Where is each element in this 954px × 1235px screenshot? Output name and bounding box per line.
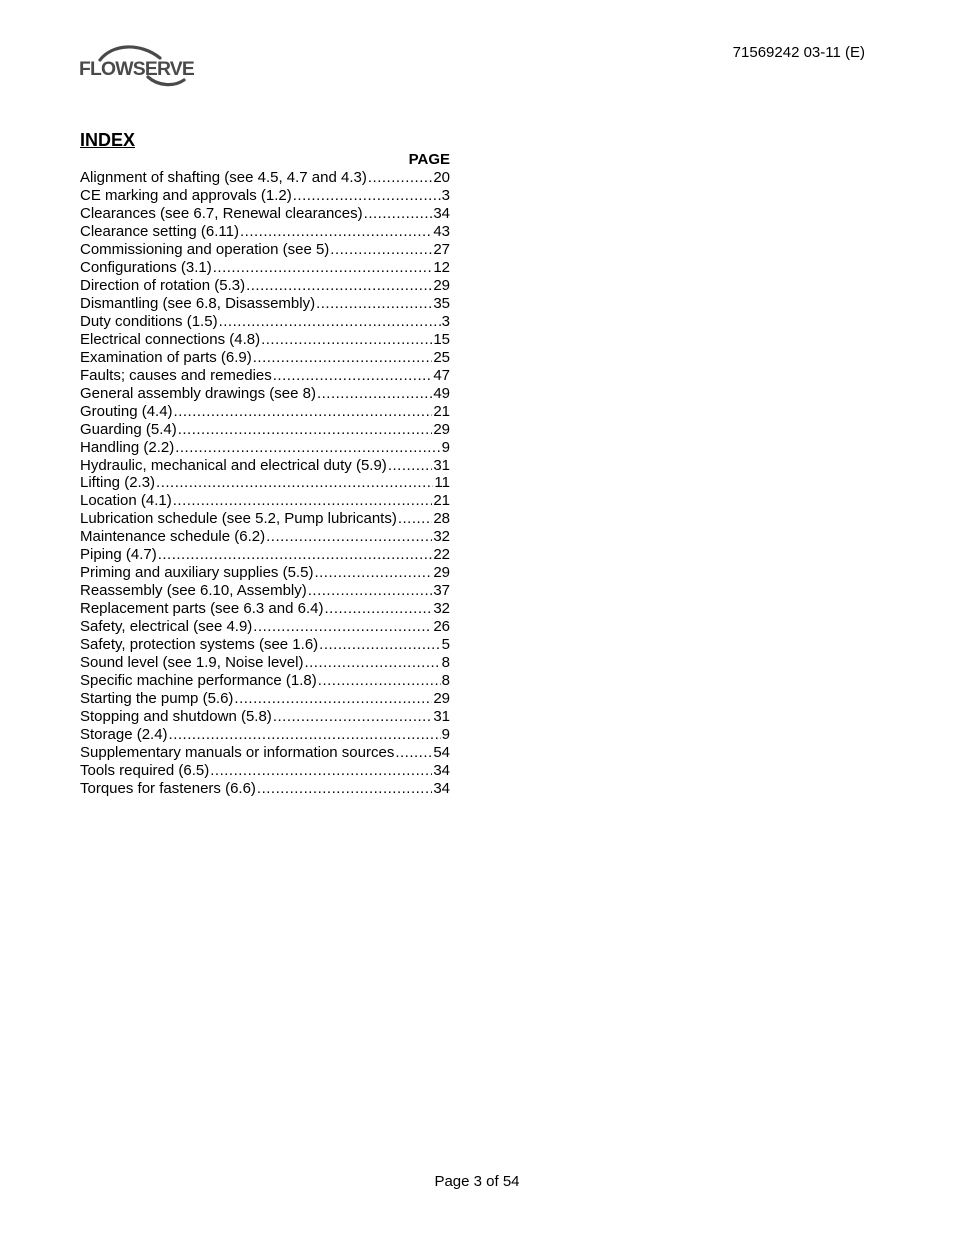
dot-leader [240,223,432,241]
index-entry [80,618,450,636]
dot-leader [210,762,432,780]
index-entry-label: Clearance setting (6.11) [80,222,239,240]
index-entry-page: 34 [433,761,450,779]
index-entry-page: 27 [433,240,450,258]
index-entry-label: Specific machine performance (1.8) [80,672,317,690]
page-footer: Page 3 of 54 [434,1173,520,1190]
index-entry [80,259,450,277]
index-entry-label: Maintenance schedule (6.2) [80,528,266,546]
dot-leader [178,421,433,439]
dot-leader [175,439,440,457]
index-entry-page: 28 [433,510,450,528]
index-entry-label: Configurations (3.1) [80,258,212,276]
index-entry-page: 21 [433,402,450,420]
index-entry [80,457,450,475]
dot-leader [319,636,441,654]
index-entry-page: 47 [433,366,450,384]
index-entry-label: Reassembly (see 6.10, Assembly) [80,582,307,600]
index-entry [80,205,450,223]
index-entry [80,403,450,421]
dot-leader [213,259,433,277]
index-entry [80,313,450,331]
index-entry-label: Duty conditions (1.5) [80,312,218,330]
index-entry [80,744,450,762]
index-entry-label: Handling (2.2) [80,438,175,456]
index-entry [80,474,450,492]
index-entry-label: Location (4.1) [80,492,172,510]
dot-leader [368,169,432,187]
dot-leader [317,385,432,403]
dot-leader [158,546,433,564]
index-entry-label: Lifting (2.3) [80,474,156,492]
dot-leader [273,367,433,385]
index-entry-label: Alignment of shafting (see 4.5, 4.7 and 4.3) [80,169,367,186]
index-entry-label: Dismantling (see 6.8, Disassembly) [80,294,316,312]
index-entry-label: Hydraulic, mechanical and electrical duty (5.9) [80,456,387,474]
index-entry-label: Faults; causes and remedies [80,366,272,384]
dot-leader [314,564,432,582]
index-entry-page: 31 [433,456,450,474]
dot-leader [173,492,433,510]
index-entry [80,654,450,672]
index-entry-label: Commissioning and operation (see 5) [80,240,330,258]
index-entry [80,690,450,708]
index-entry-page: 34 [433,204,450,222]
dot-leader [364,205,433,223]
index-entry-page: 3 [441,186,450,204]
index-entry [80,672,450,690]
index-list [80,169,450,798]
index-entry-page: 34 [433,779,450,797]
index-entry-page: 26 [433,618,450,636]
index-title: INDEX [80,130,136,150]
index-entry-page: 8 [441,654,450,672]
index-entry-label: Supplementary manuals or information sources [80,744,395,761]
dot-leader [293,187,441,205]
index-entry [80,277,450,295]
index-entry-label: Guarding (5.4) [80,420,177,438]
index-entry [80,582,450,600]
index-entry-page: 29 [433,276,450,294]
dot-leader [388,457,433,475]
index-entry-page: 22 [433,546,450,564]
index-entry-label: Torques for fasteners (6.6) [80,779,256,797]
index-entry-page: 32 [433,600,450,618]
index-entry [80,223,450,241]
index-entry-page: 21 [433,492,450,510]
dot-leader [330,241,432,259]
index-entry [80,367,450,385]
index-entry-page: 12 [433,258,450,276]
dot-leader [304,654,440,672]
index-entry-page: 37 [433,582,450,600]
dot-leader [308,582,433,600]
index-entry-page: 29 [433,690,450,708]
index-entry-page: 29 [433,564,450,582]
index-entry-page: 25 [433,348,450,366]
index-entry [80,708,450,726]
index-entry [80,600,450,618]
index-entry [80,385,450,403]
index-entry-page: 3 [441,312,450,330]
dot-leader [156,474,433,492]
index-entry-page: 15 [433,330,450,348]
flowserve-logo-mark [78,44,198,88]
dot-leader [273,708,433,726]
index-entry-label: Examination of parts (6.9) [80,348,252,366]
index-entry [80,636,450,654]
index-entry-label: Priming and auxiliary supplies (5.5) [80,564,314,582]
dot-leader [253,618,432,636]
dot-leader [174,403,433,421]
dot-leader [219,313,441,331]
dot-leader [324,600,432,618]
index-entry-label: Storage (2.4) [80,726,168,744]
index-entry [80,169,450,187]
index-entry [80,331,450,349]
index-entry [80,439,450,457]
index-entry-page: 31 [433,708,450,726]
index-entry [80,546,450,564]
index-entry-page: 35 [433,294,450,312]
index-entry-label: Piping (4.7) [80,546,157,564]
index-entry-page: 9 [441,726,450,744]
index-entry-page: 8 [441,672,450,690]
dot-leader [266,528,432,546]
index-entry-label: Starting the pump (5.6) [80,690,234,708]
index-entry-label: Direction of rotation (5.3) [80,276,246,294]
index-entry-label: Electrical connections (4.8) [80,330,261,348]
index-entry-label: Sound level (see 1.9, Noise level) [80,654,304,672]
index-entry-label: Grouting (4.4) [80,402,173,420]
index-entry [80,726,450,744]
index-entry [80,241,450,259]
dot-leader [253,349,433,367]
index-entry-page: 32 [433,528,450,546]
dot-leader [318,672,441,690]
index-entry-label: Tools required (6.5) [80,761,210,779]
index-entry [80,564,450,582]
index-entry [80,295,450,313]
index-entry-label: Clearances (see 6.7, Renewal clearances) [80,204,363,222]
index-entry [80,187,450,205]
index-entry [80,349,450,367]
index-entry [80,762,450,780]
index-entry [80,421,450,439]
dot-leader [261,331,432,349]
index-entry-label: Lubrication schedule (see 5.2, Pump lubricants) [80,510,397,528]
index-entry-page: 20 [433,169,450,186]
index-entry [80,780,450,798]
index-entry-label: Safety, electrical (see 4.9) [80,618,253,636]
svg-text:FLOWSERVE: FLOWSERVE [79,58,195,80]
page-column-header: PAGE [408,151,450,168]
index-entry-label: Stopping and shutdown (5.8) [80,708,272,726]
flowserve-logo [78,44,198,88]
index-entry-page: 29 [433,420,450,438]
index-entry-page: 49 [433,384,450,402]
index-entry [80,510,450,528]
document-number: 71569242 03-11 (E) [732,44,865,61]
dot-leader [257,780,432,798]
index-entry-page: 11 [434,474,450,492]
index-entry-label: Safety, protection systems (see 1.6) [80,636,319,654]
index-entry-label: Replacement parts (see 6.3 and 6.4) [80,600,324,618]
index-entry [80,492,450,510]
dot-leader [169,726,441,744]
dot-leader [234,690,432,708]
dot-leader [246,277,432,295]
index-entry-label: General assembly drawings (see 8) [80,384,316,402]
dot-leader [316,295,432,313]
index-entry [80,528,450,546]
index-entry-label: CE marking and approvals (1.2) [80,186,292,204]
index-entry-page: 54 [433,744,450,761]
dot-leader [398,510,432,528]
index-entry-page: 5 [441,636,450,654]
index-entry-page: 9 [441,438,450,456]
index-entry-page: 43 [433,222,450,240]
dot-leader [395,744,432,762]
